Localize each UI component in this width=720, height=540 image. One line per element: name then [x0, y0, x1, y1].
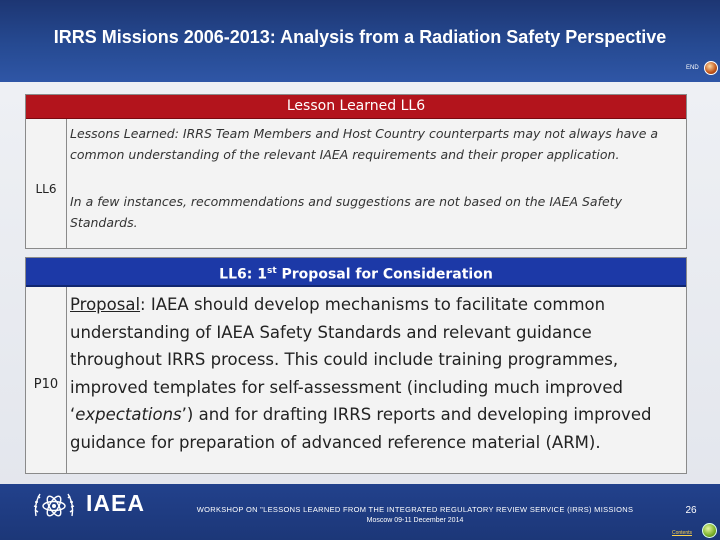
proposal-label: Proposal	[70, 295, 141, 314]
proposal-text-1: : IAEA should develop mechanisms to facilitate common understanding of IAEA Safety Standards and relevant guidance throughout IRRS process. This could include training programmes, improved templates for self-assessment (including much improved ‘	[70, 295, 623, 424]
next-slide-button[interactable]	[702, 523, 717, 538]
proposal-header	[26, 258, 686, 287]
proposal-code: P10	[33, 377, 59, 392]
lesson-header: Lesson Learned LL6	[26, 95, 686, 119]
proposal-text-italic: expectations	[75, 405, 182, 424]
proposal-header-pre: LL6: 1	[219, 266, 267, 283]
lesson-table	[25, 94, 687, 249]
iaea-logo-text: IAEA	[86, 490, 145, 516]
lesson-paragraph-1	[70, 123, 680, 165]
proposal-table	[25, 257, 687, 474]
proposal-text-2: ’) and for drafting IRRS reports and developing improved guidance for preparation of advanced reference material (ARM).	[70, 405, 652, 452]
end-button[interactable]	[704, 61, 718, 75]
slide-body	[0, 82, 720, 540]
proposal-header-sup: st	[266, 266, 277, 276]
workshop-title: WORKSHOP ON "LESSONS LEARNED FROM THE INTEGRATED REGULATORY REVIEW SERVICE (IRRS) MISSIONS	[196, 505, 634, 514]
contents-link[interactable]: Contents	[672, 530, 693, 536]
iaea-emblem-icon	[30, 486, 78, 526]
workshop-location: Moscow 09-11 December 2014	[366, 517, 464, 524]
lesson-paragraph-2: In a few instances, recommendations and suggestions are not based on the IAEA Safety Standards.	[70, 194, 622, 230]
proposal-text	[70, 291, 685, 456]
lessons-learned-text: IRRS Team Members and Host Country counterparts may not always have a common understanding of the relevant IAEA requirements and their proper application.	[70, 126, 659, 162]
page-number: 26	[685, 505, 697, 516]
end-label: END	[686, 65, 699, 71]
lessons-learned-label: Lessons Learned:	[70, 126, 179, 141]
lesson-code: LL6	[35, 182, 57, 196]
slide-title: IRRS Missions 2006-2013: Analysis from a Radiation Safety Perspective	[53, 27, 667, 47]
proposal-header-post: Proposal for Consideration	[276, 266, 493, 283]
title-bar	[0, 0, 720, 82]
